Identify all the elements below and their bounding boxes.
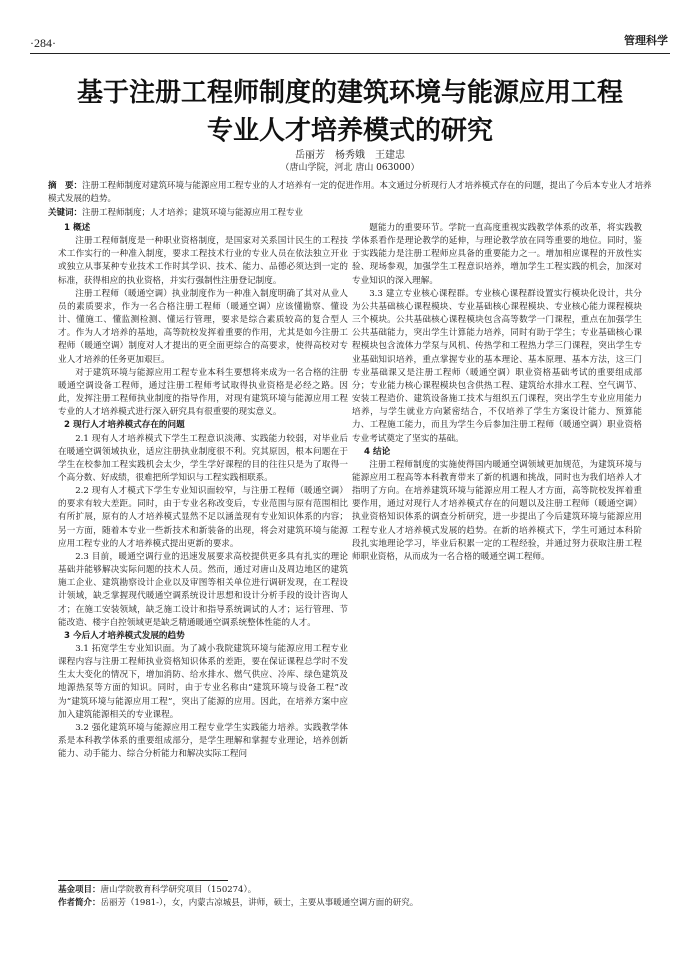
paragraph: 题能力的重要环节。学院一直高度重视实践教学体系的改革，将实践教学体系看作是理论教学的延伸，与理论教学放在同等重要的地位。同时，鉴于实践能力是注册工程师应具备的重要能力之一。增加相应课程的开放性实验、现场参观，加强学生工程意识培养，增加学生工程实践的机会，加深对专业知识的深入理解。 <box>352 223 642 286</box>
journal-section: 管理科学 <box>624 34 668 47</box>
keywords-label: 关键词： <box>48 208 83 218</box>
footnote-rule <box>58 880 228 881</box>
paragraph: 2.1 现有人才培养模式下学生工程意识淡薄、实践能力较弱，对毕业后在暖通空调领域执业，适应注册执业制度很不利。究其原因，根本问题在于学生在校参加工程实践机会太少，学生学好课程的目的往往只是为了取得一个高分数、好成绩，很难把所学知识与工程实践相联系。 <box>58 433 348 483</box>
paragraph: 2.3 目前，暖通空调行业的迅速发展要求高校提供更多具有扎实的理论基础并能够解决实际问题的技术人员。然而，通过对唐山及周边地区的建筑施工企业、建筑勘察设计企业以及审图等相关单位进行调研发现，在工程设计领域，缺乏掌握现代暖通空调系统设计思想和设计分析手段的设计咨询人才；在施工安装领域，缺乏施工设计和指导系统调试的人才；运行管理、节能改造、楼宇自控领域更是缺乏精通暖通空调系统整体性能的人才。 <box>58 551 348 628</box>
footnote-funding <box>58 884 660 897</box>
title-line-1: 基于注册工程师制度的建筑环境与能源应用工程 <box>76 78 623 108</box>
running-header <box>30 34 670 48</box>
paragraph: 注册工程师制度的实施使得国内暖通空调领域更加规范，为建筑环境与能源应用工程高等本科教育带来了新的机遇和挑战，同时也为我们培养人才指明了方向。在培养建筑环境与能源应用工程人才方面，高等院校发挥着重要作用，通过对现行人才培养模式存在的问题以及注册工程师（暖通空调）执业资格知识体系的调查分析研究，进一步提出了今后建筑环境与能源应用工程专业人才培养模式发展的趋势。在新的培养模式下，学生可通过本科阶段扎实地理论学习，毕业后积累一定的工程经验，并通过努力获取注册工程师职业资格，从而成为一名合格的暖通空调工程师。 <box>352 459 642 562</box>
abstract-label: 摘 要： <box>48 181 83 191</box>
paragraph: 对于建筑环境与能源应用工程专业本科生要想将来成为一名合格的注册暖通空调设备工程师，通过注册工程师考试取得执业资格是必经之路。因此，发挥注册工程师执业制度的指导作用，对现有建筑环境与能源应用工程专业的人才培养模式进行深入研究具有很重要的现实意义。 <box>58 367 348 418</box>
section-heading: 1 概述 <box>64 223 91 233</box>
funding-label: 基金项目： <box>58 885 101 895</box>
section-heading: 2 现行人才培养模式存在的问题 <box>64 420 185 431</box>
page-number: ·284· <box>30 36 56 50</box>
keywords <box>48 207 652 220</box>
paragraph: 3.1 拓宽学生专业知识面。为了减小我院建筑环境与能源应用工程专业课程内容与注册工程师执业资格知识体系的差距，要在保证课程总学时不发生太大变化的情况下，增加消防、给水排水、燃气供应、冷库、绿色建筑及地源热泵等方面的知识。同时，由于专业名称由“建筑环境与设备工程”改为“建筑环境与能源应用工程”，突出了能源的应用。因此，在培养方案中应加入建筑能源相关的专业课程。 <box>58 644 348 720</box>
paragraph: 3.2 强化建筑环境与能源应用工程专业学生实践能力培养。实践教学体系是本科教学体系的重要组成部分，是学生理解和掌握专业理论，培养创新能力、动手能力、综合分析能力和解决实际工程问 <box>58 722 348 760</box>
authors: 岳丽芳 杨秀娥 王建忠 <box>295 150 405 161</box>
paragraph: 注册工程师（暖通空调）执业制度作为一种准入制度明确了其对从业人员的素质要求，作为一名合格注册工程师（暖通空调）应该懂勘察、懂设计、懂施工、懂监测检测、懂运行管理，要求是综合素质较高的复合型人才。作为人才培养的基地，高等院校发挥着重要的作用，尤其是如今注册工程师（暖通空调）制度对人才提出的更全面更综合的高要求，使得高校对专业人才培养的任务更加艰巨。 <box>58 288 348 365</box>
footnote-author <box>58 897 660 910</box>
header-rule <box>30 53 670 54</box>
section-heading: 4 结论 <box>364 446 391 457</box>
paragraph: 2.2 现有人才模式下学生专业知识面较窄，与注册工程师（暖通空调）的要求有较大差距。同时，由于专业名称改变后，专业范围与原有范围相比有所扩展，原有的人才培养模式显然不足以涵盖现有专业知识体系的内容；另一方面，随着本专业一些新技术和新装备的出现，将会对建筑环境与能源应用工程专业的人才培养模式提出更新的要求。 <box>58 486 348 549</box>
keywords-text: 注册工程师制度；人才培养；建筑环境与能源应用工程专业 <box>82 208 304 218</box>
author-bio-text: 岳丽芳（1981-），女，内蒙古凉城县，讲师，硕士，主要从事暖通空调方面的研究。 <box>100 898 419 908</box>
paragraph: 注册工程师制度是一种职业资格制度，是国家对关系国计民生的工程技术工作实行的一种准入制度，要求工程技术行业的专业人员在依法独立开业或独立从事某种专业技术工作时其学识、技术、能力、品德必须达到一定的标准，获得相应的执业资格，并实行强制性注册登记制度。 <box>58 236 348 286</box>
section-heading: 3 今后人才培养模式发展的趋势 <box>64 630 185 641</box>
left-column <box>58 222 348 872</box>
author-bio-label: 作者简介： <box>58 898 101 908</box>
affiliation: （唐山学院，河北 唐山 063000） <box>280 163 420 173</box>
abstract-text: 注册工程师制度对建筑环境与能源应用工程专业的人才培养有一定的促进作用。本文通过分析现行人才培养模式存在的问题，提出了今后本专业人才培养模式发展的趋势。 <box>48 181 652 204</box>
title-line-2: 专业人才培养模式的研究 <box>206 116 493 146</box>
paragraph: 3.3 建立专业核心课程群。专业核心课程群设置实行模块化设计，共分为公共基础核心课程模块、专业基础核心课程模块、专业核心能力课程模块三个模块。公共基础核心课程模块包含高等数学一门课程，重点在加强学生公共基础能力，突出学生计算能力培养，同时有助于学生；专业基础核心课程模块包含流体力学泵与风机、传热学和工程热力学三门课程，突出学生专业基础知识培养，重点掌握专业的基本理论、基本原理、基本方法，这三门专业基础课又是注册工程师（暖通空调）职业资格基础考试的重要组成部分；专业能力核心课程模块包含供热工程、建筑给水排水工程、空气调节、安装工程造价、建筑设备施工技术与组织五门课程，突出学生专业应用能力培养，与学生就业方向紧密结合，不仅培养了学生方案设计能力、预算能力、工程施工能力，而且为学生今后参加注册工程师（暖通空调）职业资格专业考试奠定了坚实的基础。 <box>352 288 642 444</box>
abstract <box>48 180 652 206</box>
right-column <box>352 222 642 564</box>
funding-text: 唐山学院教育科学研究项目（150274）。 <box>100 885 257 895</box>
